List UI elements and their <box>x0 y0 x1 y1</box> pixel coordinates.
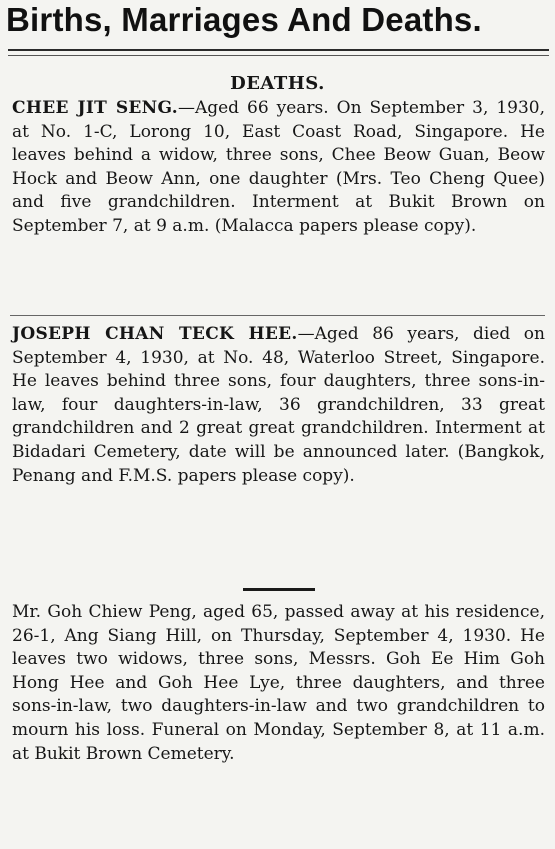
death-notice <box>12 97 545 239</box>
deceased-name: CHEE JIT SENG. <box>12 98 178 118</box>
section-title-deaths: DEATHS. <box>230 73 325 94</box>
notice-text: —Aged 86 years, died on September 4, 1930, at No. 48, Waterloo Street, Singapore. He leaves behind three sons, four daughters, three sons-in-law, four daughters-in-law, 36 grandchildren, 33 great grandchildren and 2 great great grandchildren. Interment at Bidadari Cemetery, date will be announced later. (Bangkok, Penang and F.M.S. papers please copy). <box>12 324 545 486</box>
deceased-name: JOSEPH CHAN TECK HEE. <box>12 324 298 344</box>
death-notice <box>12 323 545 488</box>
notice-text: —Aged 66 years. On September 3, 1930, at No. 1-C, Lorong 10, East Coast Road, Singapore. He leaves behind a widow, three sons, Chee Beow Guan, Beow Hock and Beow Ann, one daughter (Mrs. Teo Cheng Quee) and five grandchildren. Interment at Bukit Brown on September 7, at 9 a.m. (Malacca papers please copy). <box>12 98 546 236</box>
death-notice <box>12 601 545 766</box>
notice-text: Mr. Goh Chiew Peng, aged 65, passed away at his residence, 26-1, Ang Siang Hill, on Thursday, September 4, 1930. He leaves two widows, three sons, Messrs. Goh Ee Him Goh Hong Hee and Goh Hee Lye, three daughters, and three sons-in-law, two daughters-in-law and two grandchildren to mourn his loss. Funeral on Monday, September 8, at 11 a.m. at Bukit Brown Cemetery. <box>12 602 545 764</box>
page-heading: Births, Marriages And Deaths. <box>6 1 482 38</box>
heading-rule-bottom <box>8 55 549 56</box>
heading-rule-top <box>8 49 549 51</box>
short-divider <box>243 588 315 591</box>
notice-divider <box>10 315 545 316</box>
